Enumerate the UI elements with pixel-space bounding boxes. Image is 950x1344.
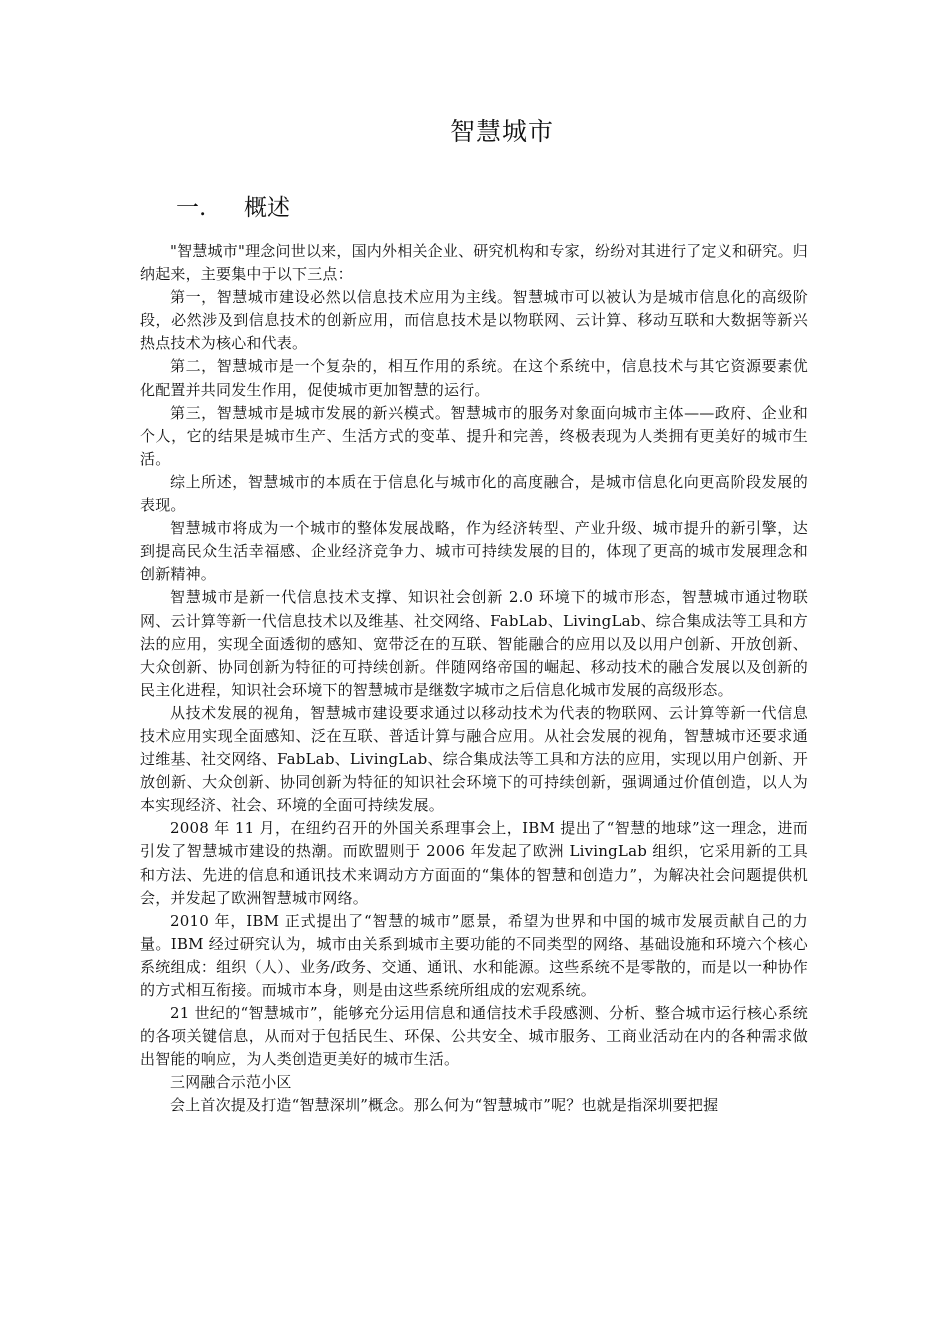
paragraph-second-point: 第二，智慧城市是一个复杂的，相互作用的系统。在这个系统中，信息技术与其它资源要素优化配置并共同发生作用，促使城市更加智慧的运行。 (140, 357, 808, 399)
paragraph-21st-century: 21 世纪的“智慧城市”，能够充分运用信息和通信技术手段感测、分析、整合城市运行核心系统的各项关键信息，从而对于包括民生、环保、公共安全、城市服务、工商业活动在内的各种需求做出智能的响应，为人类创造更美好的城市生活。 (140, 1004, 808, 1069)
paragraph-ibm-2008: 2008 年 11 月，在纽约召开的外国关系理事会上，IBM 提出了“智慧的地球”这一理念，进而引发了智慧城市建设的热潮。而欧盟则于 2006 年发起了欧洲 LivingLab 组织，它采用新的工具和方法、先进的信息和通讯技术来调动方方面面的“集体的智慧和创造力”，为解决社会问题提供机会，并发起了欧洲智慧城市网络。 (140, 819, 808, 907)
paragraph-first-point: 第一，智慧城市建设必然以信息技术应用为主线。智慧城市可以被认为是城市信息化的高级阶段，必然涉及到信息技术的创新应用，而信息技术是以物联网、云计算、移动互联和大数据等新兴热点技术为核心和代表。 (140, 288, 808, 353)
paragraph-ibm-2010: 2010 年，IBM 正式提出了“智慧的城市”愿景，希望为世界和中国的城市发展贡献自己的力量。IBM 经过研究认为，城市由关系到城市主要功能的不同类型的网络、基础设施和环境六个核心系统组成：组织（人）、业务/政务、交通、通讯、水和能源。这些系统不是零散的，而是以一种协作的方式相互衔接。而城市本身，则是由这些系统所组成的宏观系统。 (140, 911, 808, 999)
document-title: 智慧城市 (449, 117, 554, 146)
section-title: 概述 (244, 195, 290, 221)
paragraph-intro: "智慧城市"理念问世以来，国内外相关企业、研究机构和专家，纷纷对其进行了定义和研究。归纳起来，主要集中于以下三点： (140, 242, 808, 284)
document-body (140, 240, 808, 1118)
paragraph-summary: 综上所述，智慧城市的本质在于信息化与城市化的高度融合，是城市信息化向更高阶段发展的表现。 (140, 472, 808, 515)
paragraph-third-point: 第三，智慧城市是城市发展的新兴模式。智慧城市的服务对象面向城市主体——政府、企业和个人，它的结果是城市生产、生活方式的变革、提升和完善，终极表现为人类拥有更美好的城市生活。 (140, 403, 808, 468)
paragraph-subheading: 三网融合示范小区 (170, 1073, 292, 1092)
section-heading (176, 188, 290, 228)
section-number: 一. (176, 195, 207, 221)
paragraph-shenzhen: 会上首次提及打造“智慧深圳”概念。那么何为“智慧城市”呢？也就是指深圳要把握 (170, 1096, 719, 1115)
paragraph-innovation: 智慧城市是新一代信息技术支撑、知识社会创新 2.0 环境下的城市形态，智慧城市通过物联网、云计算等新一代信息技术以及维基、社交网络、FabLab、LivingLab、综合集成法等工具和方法的应用，实现全面透彻的感知、宽带泛在的互联、智能融合的应用以及以用户创新、开放创新、大众创新、协同创新为特征的可持续创新。伴随网络帝国的崛起、移动技术的融合发展以及创新的民主化进程，知识社会环境下的智慧城市是继数字城市之后信息化城市发展的高级形态。 (140, 588, 808, 699)
paragraph-perspectives: 从技术发展的视角，智慧城市建设要求通过以移动技术为代表的物联网、云计算等新一代信息技术应用实现全面感知、泛在互联、普适计算与融合应用。从社会发展的视角，智慧城市还要求通过维基、社交网络、FabLab、LivingLab、综合集成法等工具和方法的应用，实现以用户创新、开放创新、大众创新、协同创新为特征的知识社会环境下的可持续创新，强调通过价值创造，以人为本实现经济、社会、环境的全面可持续发展。 (140, 703, 808, 815)
paragraph-strategy: 智慧城市将成为一个城市的整体发展战略，作为经济转型、产业升级、城市提升的新引擎，达到提高民众生活幸福感、企业经济竞争力、城市可持续发展的目的，体现了更高的城市发展理念和创新精神。 (140, 519, 808, 584)
